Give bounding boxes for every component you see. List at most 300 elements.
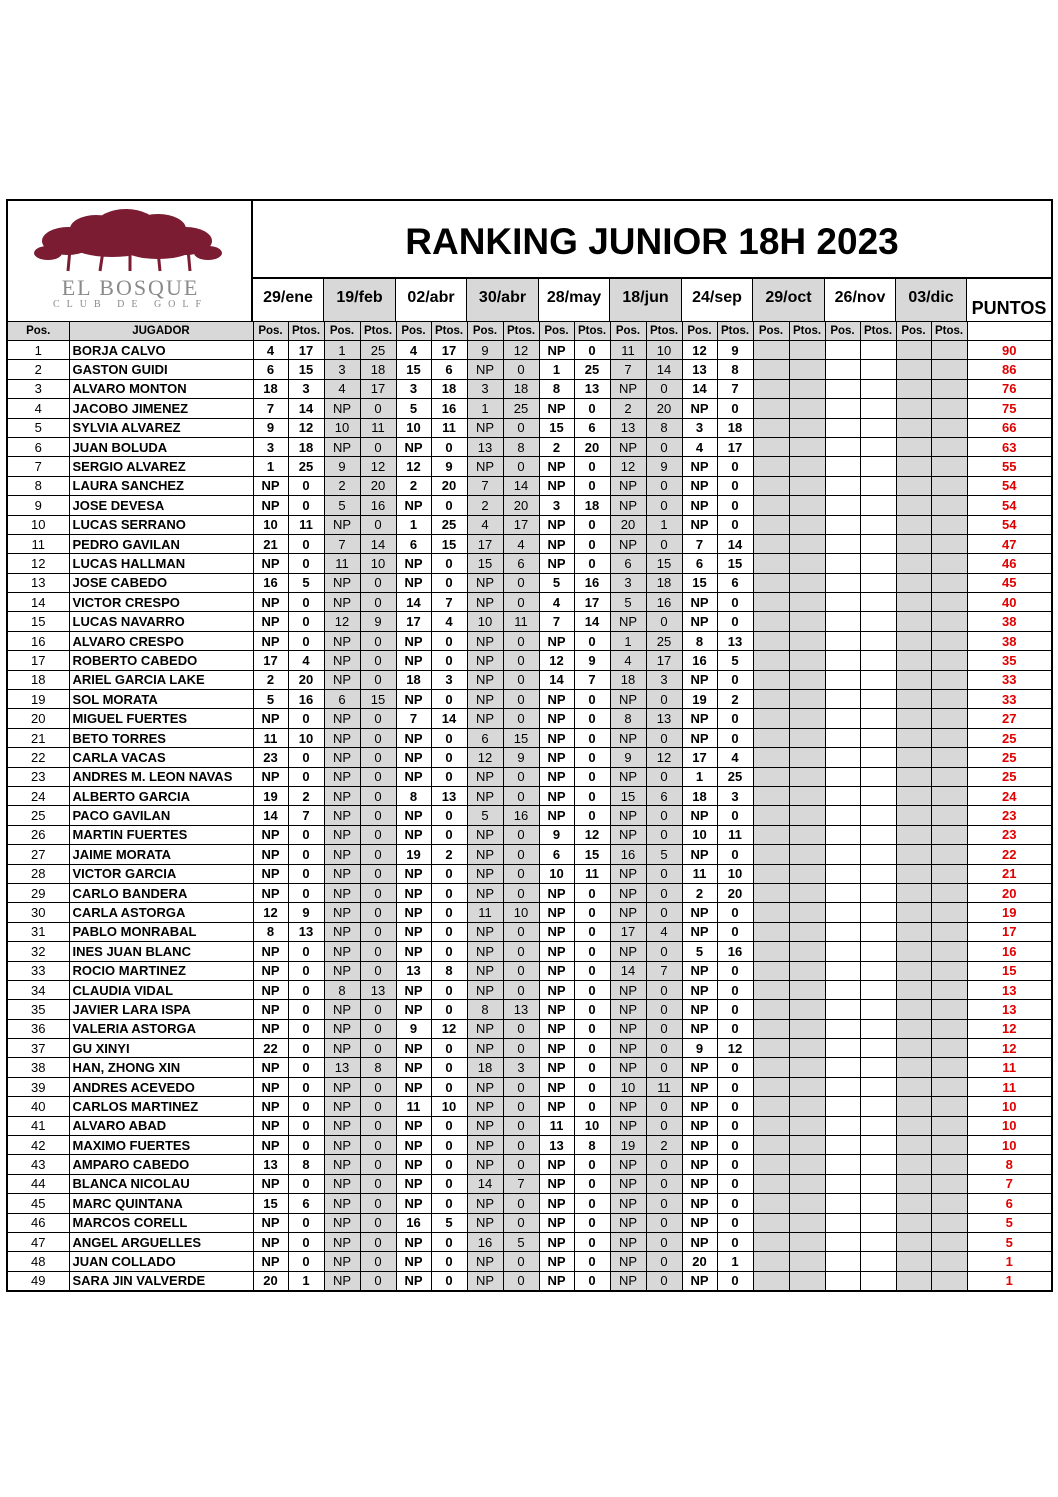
event-points	[931, 1000, 967, 1019]
event-points: 20	[574, 437, 610, 456]
total-points: 10	[967, 1136, 1051, 1155]
table-row	[8, 961, 1051, 980]
event-position	[825, 670, 860, 689]
event-position: 13	[396, 961, 431, 980]
event-position: NP	[253, 1000, 288, 1019]
position-cell: 9	[8, 496, 69, 515]
event-position: NP	[539, 1077, 574, 1096]
event-position: NP	[467, 922, 503, 941]
event-points: 0	[431, 728, 467, 747]
event-position	[753, 1271, 789, 1290]
event-position: 11	[682, 864, 717, 883]
total-points: 1	[967, 1252, 1051, 1271]
event-position: 5	[396, 399, 431, 418]
event-position: NP	[539, 399, 574, 418]
event-position	[825, 1019, 860, 1038]
player-name: LUCAS SERRANO	[69, 515, 253, 534]
event-position: NP	[682, 612, 717, 631]
event-points	[860, 922, 896, 941]
event-position: NP	[539, 1097, 574, 1116]
total-points: 38	[967, 631, 1051, 650]
event-points: 17	[288, 341, 324, 360]
event-position: 18	[253, 379, 288, 398]
event-points: 17	[717, 437, 753, 456]
event-position: NP	[253, 496, 288, 515]
event-position	[753, 728, 789, 747]
event-points	[860, 1252, 896, 1271]
event-points	[860, 980, 896, 999]
event-points	[931, 1136, 967, 1155]
event-points	[931, 554, 967, 573]
event-points: 0	[717, 670, 753, 689]
event-position: NP	[253, 1019, 288, 1038]
table-row	[8, 651, 1051, 670]
event-position: NP	[682, 476, 717, 495]
event-points: 0	[288, 1000, 324, 1019]
event-points: 7	[503, 1174, 539, 1193]
event-points: 0	[360, 709, 396, 728]
event-position	[753, 825, 789, 844]
event-position	[825, 418, 860, 437]
event-position: NP	[253, 1213, 288, 1232]
event-position: NP	[610, 1058, 646, 1077]
event-position: 8	[324, 980, 360, 999]
event-points: 0	[646, 728, 682, 747]
total-points: 25	[967, 728, 1051, 747]
col-event-pos: Pos.	[753, 322, 789, 341]
event-points: 0	[717, 1174, 753, 1193]
event-points: 6	[717, 573, 753, 592]
event-position: NP	[253, 1136, 288, 1155]
event-points: 0	[574, 728, 610, 747]
event-points	[860, 418, 896, 437]
event-position: NP	[539, 1194, 574, 1213]
event-points: 0	[503, 845, 539, 864]
event-points: 0	[646, 437, 682, 456]
event-position: 19	[396, 845, 431, 864]
event-points	[860, 476, 896, 495]
event-position: NP	[324, 573, 360, 592]
event-position: 14	[396, 593, 431, 612]
event-position: NP	[610, 903, 646, 922]
event-position: 5	[539, 573, 574, 592]
event-position: 2	[539, 437, 574, 456]
position-cell: 14	[8, 593, 69, 612]
player-name: JAIME MORATA	[69, 845, 253, 864]
event-points	[789, 379, 825, 398]
event-position	[896, 1232, 931, 1251]
event-points: 18	[288, 437, 324, 456]
event-position: NP	[324, 961, 360, 980]
event-position: 2	[682, 883, 717, 902]
event-points: 0	[503, 825, 539, 844]
col-event-pts: Ptos.	[288, 322, 324, 341]
event-points: 0	[574, 554, 610, 573]
total-points: 6	[967, 1194, 1051, 1213]
event-points	[789, 476, 825, 495]
event-points: 0	[288, 554, 324, 573]
event-points: 11	[431, 418, 467, 437]
event-points: 18	[360, 360, 396, 379]
event-points	[789, 651, 825, 670]
event-points: 0	[360, 1116, 396, 1135]
event-position: 12	[467, 748, 503, 767]
event-position: NP	[324, 1232, 360, 1251]
col-puntos	[967, 322, 1051, 341]
event-points	[860, 1174, 896, 1193]
event-position	[753, 534, 789, 553]
event-position: NP	[324, 1252, 360, 1271]
event-points: 4	[431, 612, 467, 631]
total-points: 13	[967, 1000, 1051, 1019]
total-points: 7	[967, 1174, 1051, 1193]
event-points: 0	[646, 1116, 682, 1135]
total-points: 33	[967, 670, 1051, 689]
event-points: 0	[574, 883, 610, 902]
table-row	[8, 1136, 1051, 1155]
event-position: NP	[253, 980, 288, 999]
event-points	[931, 631, 967, 650]
event-points: 20	[717, 883, 753, 902]
event-points	[931, 883, 967, 902]
event-points: 0	[288, 845, 324, 864]
event-points: 0	[431, 496, 467, 515]
event-points: 4	[503, 534, 539, 553]
event-position: NP	[539, 554, 574, 573]
event-points: 0	[431, 1194, 467, 1213]
position-cell: 35	[8, 1000, 69, 1019]
event-position: NP	[253, 942, 288, 961]
event-points	[789, 883, 825, 902]
event-points: 0	[646, 825, 682, 844]
event-points	[789, 1077, 825, 1096]
col-event-pos: Pos.	[825, 322, 860, 341]
total-points: 5	[967, 1213, 1051, 1232]
event-points: 0	[574, 399, 610, 418]
event-points	[931, 670, 967, 689]
event-position	[825, 942, 860, 961]
column-header-row	[8, 322, 1051, 341]
event-position: NP	[610, 864, 646, 883]
event-points: 0	[288, 1077, 324, 1096]
event-position	[896, 670, 931, 689]
event-position: 14	[610, 961, 646, 980]
event-points: 0	[360, 728, 396, 747]
event-position: 11	[610, 341, 646, 360]
event-points: 10	[646, 341, 682, 360]
event-position: NP	[396, 1077, 431, 1096]
col-event-pts: Ptos.	[360, 322, 396, 341]
position-cell: 18	[8, 670, 69, 689]
event-points: 0	[646, 496, 682, 515]
event-position	[753, 573, 789, 592]
event-position: 17	[396, 612, 431, 631]
event-points: 5	[717, 651, 753, 670]
total-points: 10	[967, 1116, 1051, 1135]
event-position: NP	[539, 1058, 574, 1077]
event-position: NP	[610, 1039, 646, 1058]
event-date-bar	[253, 279, 1051, 321]
event-points: 17	[574, 593, 610, 612]
event-points: 8	[717, 360, 753, 379]
event-points: 14	[574, 612, 610, 631]
position-cell: 22	[8, 748, 69, 767]
event-position	[896, 942, 931, 961]
event-points	[789, 825, 825, 844]
event-points: 0	[360, 1271, 396, 1290]
event-position: 10	[467, 612, 503, 631]
position-cell: 49	[8, 1271, 69, 1290]
event-points	[931, 980, 967, 999]
event-points: 12	[360, 457, 396, 476]
event-position: NP	[539, 515, 574, 534]
event-points	[931, 360, 967, 379]
event-points: 5	[288, 573, 324, 592]
event-position	[896, 1136, 931, 1155]
event-position: NP	[682, 728, 717, 747]
event-position	[825, 1194, 860, 1213]
event-position	[825, 593, 860, 612]
event-points	[860, 437, 896, 456]
event-points: 16	[288, 690, 324, 709]
event-points: 0	[288, 825, 324, 844]
event-position: 17	[253, 651, 288, 670]
event-position: NP	[610, 1232, 646, 1251]
event-points	[860, 631, 896, 650]
event-points: 0	[717, 1116, 753, 1135]
event-position: NP	[324, 903, 360, 922]
event-position: 3	[396, 379, 431, 398]
event-points: 0	[574, 942, 610, 961]
position-cell: 33	[8, 961, 69, 980]
position-cell: 34	[8, 980, 69, 999]
event-points: 0	[646, 980, 682, 999]
event-position	[753, 496, 789, 515]
event-points: 0	[288, 1174, 324, 1193]
event-points	[860, 496, 896, 515]
total-points: 40	[967, 593, 1051, 612]
event-points	[789, 767, 825, 786]
event-position	[825, 1232, 860, 1251]
table-row	[8, 1097, 1051, 1116]
event-position	[896, 1097, 931, 1116]
event-points: 0	[646, 534, 682, 553]
event-position: NP	[396, 883, 431, 902]
event-position: 17	[682, 748, 717, 767]
col-event-pos: Pos.	[467, 322, 503, 341]
event-position: NP	[324, 631, 360, 650]
event-position: NP	[682, 961, 717, 980]
event-points: 12	[717, 1039, 753, 1058]
event-points	[789, 437, 825, 456]
event-points: 12	[288, 418, 324, 437]
event-position	[825, 1058, 860, 1077]
event-points: 8	[646, 418, 682, 437]
event-points: 3	[431, 670, 467, 689]
event-points: 0	[503, 690, 539, 709]
event-position: NP	[324, 845, 360, 864]
event-points	[789, 903, 825, 922]
event-points: 0	[717, 709, 753, 728]
event-points: 18	[646, 573, 682, 592]
event-position	[896, 903, 931, 922]
total-points: 19	[967, 903, 1051, 922]
event-points	[860, 1194, 896, 1213]
event-points: 0	[288, 476, 324, 495]
position-cell: 40	[8, 1097, 69, 1116]
event-position: NP	[610, 612, 646, 631]
event-points: 0	[717, 1019, 753, 1038]
event-date: 03/dic	[896, 279, 967, 321]
event-position: NP	[253, 961, 288, 980]
event-position: NP	[467, 1155, 503, 1174]
table-row	[8, 379, 1051, 398]
event-points: 0	[646, 1174, 682, 1193]
event-position: 8	[396, 786, 431, 805]
total-points: 5	[967, 1232, 1051, 1251]
event-position: 6	[467, 728, 503, 747]
event-position: NP	[324, 728, 360, 747]
event-position: NP	[324, 670, 360, 689]
total-points: 16	[967, 942, 1051, 961]
total-points: 54	[967, 515, 1051, 534]
event-points: 17	[646, 651, 682, 670]
event-position: 20	[682, 1252, 717, 1271]
event-points	[860, 670, 896, 689]
event-points: 8	[288, 1155, 324, 1174]
event-points: 0	[503, 418, 539, 437]
event-points: 0	[431, 1174, 467, 1193]
event-points	[860, 709, 896, 728]
event-position: NP	[324, 922, 360, 941]
event-points	[860, 942, 896, 961]
col-event-pos: Pos.	[682, 322, 717, 341]
table-row	[8, 515, 1051, 534]
event-points	[931, 379, 967, 398]
event-points	[931, 418, 967, 437]
event-points	[860, 864, 896, 883]
event-position: NP	[467, 1271, 503, 1290]
event-date: 26/nov	[825, 279, 896, 321]
event-points: 0	[574, 1039, 610, 1058]
event-position	[825, 806, 860, 825]
event-position: NP	[682, 903, 717, 922]
event-position	[825, 825, 860, 844]
event-points: 13	[288, 922, 324, 941]
event-points: 0	[360, 961, 396, 980]
event-points: 15	[360, 690, 396, 709]
event-position: 1	[324, 341, 360, 360]
player-name: LAURA SANCHEZ	[69, 476, 253, 495]
position-cell: 21	[8, 728, 69, 747]
event-position: NP	[682, 1097, 717, 1116]
event-position: NP	[467, 942, 503, 961]
event-position: NP	[396, 980, 431, 999]
event-position: NP	[396, 1039, 431, 1058]
position-cell: 1	[8, 341, 69, 360]
event-points: 0	[431, 1155, 467, 1174]
table-row	[8, 399, 1051, 418]
event-position: 4	[396, 341, 431, 360]
event-position	[896, 728, 931, 747]
event-points: 0	[646, 806, 682, 825]
position-cell: 25	[8, 806, 69, 825]
event-position: NP	[610, 980, 646, 999]
event-position	[896, 418, 931, 437]
event-points: 0	[360, 670, 396, 689]
event-points: 0	[288, 883, 324, 902]
event-points: 0	[288, 748, 324, 767]
total-points: 27	[967, 709, 1051, 728]
col-pos: Pos.	[8, 322, 69, 341]
event-points	[860, 534, 896, 553]
event-points: 0	[360, 1174, 396, 1193]
event-points	[789, 554, 825, 573]
event-position: 7	[610, 360, 646, 379]
event-points: 13	[717, 631, 753, 650]
event-points	[860, 825, 896, 844]
event-points	[789, 1232, 825, 1251]
event-position	[753, 399, 789, 418]
event-position	[825, 728, 860, 747]
event-position: NP	[682, 593, 717, 612]
player-name: AMPARO CABEDO	[69, 1155, 253, 1174]
total-points: 86	[967, 360, 1051, 379]
event-position	[753, 1213, 789, 1232]
event-points	[789, 845, 825, 864]
event-points: 7	[717, 379, 753, 398]
position-cell: 11	[8, 534, 69, 553]
event-points: 0	[646, 1019, 682, 1038]
event-points: 0	[717, 496, 753, 515]
total-points: 25	[967, 748, 1051, 767]
event-position	[753, 980, 789, 999]
event-points: 0	[574, 786, 610, 805]
event-position: 13	[682, 360, 717, 379]
event-points: 0	[360, 515, 396, 534]
event-position: NP	[539, 883, 574, 902]
event-points: 0	[360, 1097, 396, 1116]
event-position: 4	[253, 341, 288, 360]
total-points: 55	[967, 457, 1051, 476]
event-position: 15	[253, 1194, 288, 1213]
event-position: 12	[253, 903, 288, 922]
event-position	[825, 767, 860, 786]
event-points	[931, 845, 967, 864]
position-cell: 42	[8, 1136, 69, 1155]
event-points	[931, 1058, 967, 1077]
event-position	[825, 903, 860, 922]
event-points	[931, 786, 967, 805]
event-points	[931, 437, 967, 456]
event-position	[896, 1271, 931, 1290]
event-points	[931, 1116, 967, 1135]
event-points	[931, 1252, 967, 1271]
event-points: 0	[717, 1194, 753, 1213]
event-position	[753, 1058, 789, 1077]
event-position	[896, 631, 931, 650]
event-points: 15	[503, 728, 539, 747]
position-cell: 17	[8, 651, 69, 670]
position-cell: 45	[8, 1194, 69, 1213]
event-points	[789, 1252, 825, 1271]
event-position: 15	[467, 554, 503, 573]
table-row	[8, 418, 1051, 437]
event-points: 0	[431, 1000, 467, 1019]
total-points: 12	[967, 1019, 1051, 1038]
event-points	[860, 1116, 896, 1135]
event-position: NP	[539, 476, 574, 495]
